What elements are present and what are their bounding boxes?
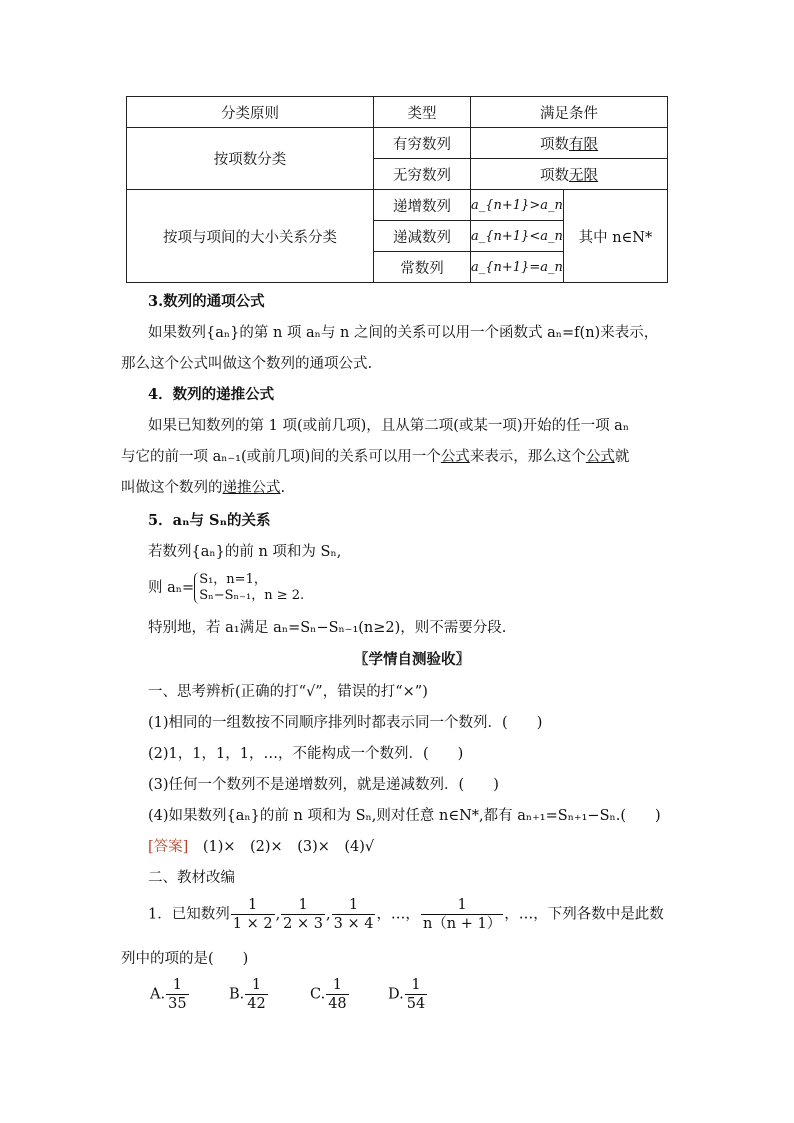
part2-title: 二、教材改编: [148, 870, 235, 886]
sequence-question-line2: 列中的项的是( ): [121, 951, 249, 967]
cond-finite: 项数有限: [471, 128, 668, 159]
answer-line: [答案] (1)× (2)× (3)× (4)√: [148, 839, 375, 855]
header-type: 类型: [374, 97, 471, 128]
option-d: D. $\frac{1}{54}$: [388, 977, 426, 1012]
term-fraction-2: $\frac{1}{2 \times 3}$: [283, 897, 323, 932]
option-b: B. $\frac{1}{42}$: [229, 977, 266, 1012]
cond-infinite: 项数无限: [471, 159, 668, 190]
section3-line2: 那么这个公式叫做这个数列的通项公式.: [121, 356, 373, 372]
section5-title: 5．aₙ与 Sₙ的关系: [148, 512, 271, 529]
piecewise-cases: S₁，n=1， Sₙ−Sₙ₋₁，n ≥ 2.: [194, 572, 304, 604]
type-decreasing: 递减数列: [374, 221, 471, 252]
header-condition: 满足条件: [471, 97, 668, 128]
cond-decreasing: a_{n+1}<a_n: [471, 221, 564, 252]
answer-label: [答案]: [148, 839, 189, 855]
section3-line1: 如果数列{aₙ}的第 n 项 aₙ与 n 之间的关系可以用一个函数式 aₙ=f(n)来表示，: [148, 325, 659, 341]
section4-line1: 如果已知数列的第 1 项(或前几项)，且从第二项(或某一项)开始的任一项 aₙ: [148, 418, 630, 434]
question-1: (1)相同的一组数按不同顺序排列时都表示同一个数列．( ): [148, 715, 543, 731]
cond-increasing: a_{n+1}>a_n: [471, 190, 564, 221]
option-a: A. $\frac{1}{35}$: [150, 977, 187, 1012]
section4-line2: 与它的前一项 aₙ₋₁(或前几项)间的关系可以用一个公式来表示，那么这个公式就: [121, 449, 630, 465]
section5-formula: 则 aₙ=S₁，n=1， Sₙ−Sₙ₋₁，n ≥ 2.: [148, 572, 305, 603]
type-infinite: 无穷数列: [374, 159, 471, 190]
part1-title: 一、思考辨析(正确的打“√”，错误的打“×”): [148, 684, 428, 700]
cond-note: 其中 n∈N*: [563, 190, 667, 283]
principle-by-count: 按项数分类: [127, 128, 374, 190]
option-c: C. $\frac{1}{48}$: [310, 977, 347, 1012]
classification-table: [126, 96, 668, 283]
section4-line3: 叫做这个数列的递推公式.: [121, 480, 286, 496]
term-fraction-3: $\frac{1}{3 \times 4}$: [333, 897, 374, 932]
principle-by-size: 按项与项间的大小关系分类: [127, 190, 374, 283]
type-constant: 常数列: [374, 252, 471, 283]
question-3: (3)任何一个数列不是递增数列，就是递减数列．( ): [148, 777, 499, 793]
type-increasing: 递增数列: [374, 190, 471, 221]
type-finite: 有穷数列: [374, 128, 471, 159]
header-principle: 分类原则: [127, 97, 374, 128]
self-test-banner: 〖学情自测验收〗: [354, 651, 470, 668]
question-2: (2)1，1，1，1，…，不能构成一个数列．( ): [148, 746, 464, 762]
section5-line1: 若数列{aₙ}的前 n 项和为 Sₙ,: [148, 544, 342, 560]
sequence-question: 1．已知数列 $\frac{1}{1 \times 2}$ , $\frac{1}{2 \times 3}$ , $\frac{1}{3 \times 4}$ ，…， $\frac{1}{n(n + 1)}$ ，…，下列各数中是此数: [148, 897, 664, 932]
cond-constant: a_{n+1}=a_n: [471, 252, 564, 283]
section3-title: 3.数列的通项公式: [148, 293, 265, 310]
general-term-fraction: $\frac{1}{n(n + 1)}$: [422, 897, 502, 932]
term-fraction-1: $\frac{1}{1 \times 2}$: [232, 897, 273, 932]
question-4: (4)如果数列{aₙ}的前 n 项和为 Sₙ,则对任意 n∈N*,都有 aₙ₊₁=Sₙ₊₁−Sₙ.( ): [148, 808, 661, 824]
section5-line3: 特别地，若 a₁满足 aₙ=Sₙ−Sₙ₋₁(n≥2)，则不需要分段.: [148, 620, 507, 636]
section4-title: 4．数列的递推公式: [148, 386, 275, 403]
